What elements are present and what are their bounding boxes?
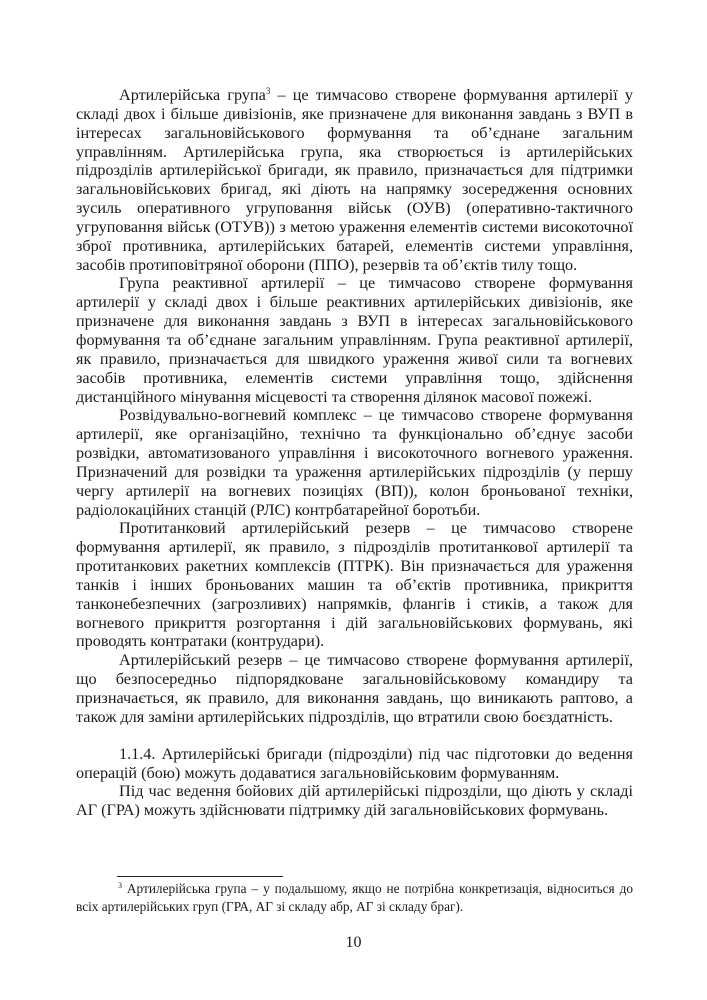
- paragraph-section-1-1-4: 1.1.4. Артилерійські бригади (підрозділи) під час підготовки до ведення операцій (бою) можуть додаватися загальновійськовим формуванням.: [76, 744, 633, 782]
- paragraph-artillery-reserve: Артилерійський резерв – це тимчасово створене формування артилерії, що безпосередньо підпорядковане загальновійськовому командиру та призначається, як правило, для виконання завдань, що виникають раптово, а також для заміни артилерійських підрозділів, що втратили свою боєздатність.: [76, 651, 633, 726]
- paragraph-recon-fire-complex: Розвідувально-вогневий комплекс – це тимчасово створене формування артилерії, яке організаційно, технічно та функціонально об’єднує засоби розвідки, автоматизованого управління і високоточного вогневого ураження. Призначений для розвідки та ураження артилерійських підрозділів (у першу чергу артилерії на вогневих позиціях (ВП)), колон броньованої техніки, радіолокаційних станцій (РЛС) контрбатарейної боротьби.: [76, 406, 633, 519]
- footnote-ref[interactable]: 3: [265, 86, 271, 96]
- term: Артилерійська група: [119, 86, 266, 104]
- paragraph-rocket-artillery-group: Група реактивної артилерії – це тимчасово створене формування артилерії у складі двох і більше реактивних артилерійських дивізіонів, яке призначене для виконання завдань з ВУП в інтересах загальновійськового формування та об’єднане загальним управлінням. Група реактивної артилерії, як правило, призначається для швидкого ураження живої сили та вогневих засобів противника, елементів системи управління тощо, здійснення дистанційного мінування місцевості та створення ділянок масової пожежі.: [76, 274, 633, 406]
- paragraph-combat-support: Під час ведення бойових дій артилерійські підрозділи, що діють у складі АГ (ГРА) можуть здійснювати підтримку дій загальновійськових формувань.: [76, 782, 633, 820]
- footnote: [76, 880, 633, 916]
- body-text: [76, 86, 633, 820]
- paragraph-antitank-reserve: Протитанковий артилерійський резерв – це тимчасово створене формування артилерії, як правило, з підрозділів протитанкової артилерії та протитанкових ракетних комплексів (ПТРК). Він призначається для ураження танків і інших броньованих машин та об’єктів противника, прикриття танконебезпечних (загрозливих) напрямків, флангів і стиків, а також для вогневого прикриття розгортання і дій загальновійськових формувань, які проводять контратаки (контрудари).: [76, 519, 633, 651]
- footnote-text-block: [76, 880, 633, 916]
- paragraph-text: – це тимчасово створене формування артилерії у складі двох і більше дивізіонів, яке призначене для виконання завдань з ВУП в інтересах загальновійськового формування та об’єднане загальним управлінням. Артилерійська група, яка створюється із артилерійських підрозділів артилерійської бригади, як правило, призначається для підтримки загальновійськових бригад, які діють на напрямку зосередження основних зусиль оперативного угруповання військ (ОУВ) (оперативно-тактичного угруповання військ (ОТУВ)) з метою ураження елементів системи високоточної зброї противника, артилерійських батарей, елементів системи управління, засобів протиповітряної оборони (ППО), резервів та об’єктів тилу тощо.: [76, 86, 634, 274]
- footnote-text: Артилерійська група – у подальшому, якщо не потрібна конкретизація, відноситься до всіх артилерійських груп (ГРА, АГ зі складу абр, АГ зі складу браг).: [76, 881, 633, 914]
- footnote-separator: [117, 876, 283, 877]
- page-number: 10: [345, 934, 362, 951]
- paragraph-artillery-group: [76, 86, 633, 274]
- footnote-number: 3: [118, 881, 122, 890]
